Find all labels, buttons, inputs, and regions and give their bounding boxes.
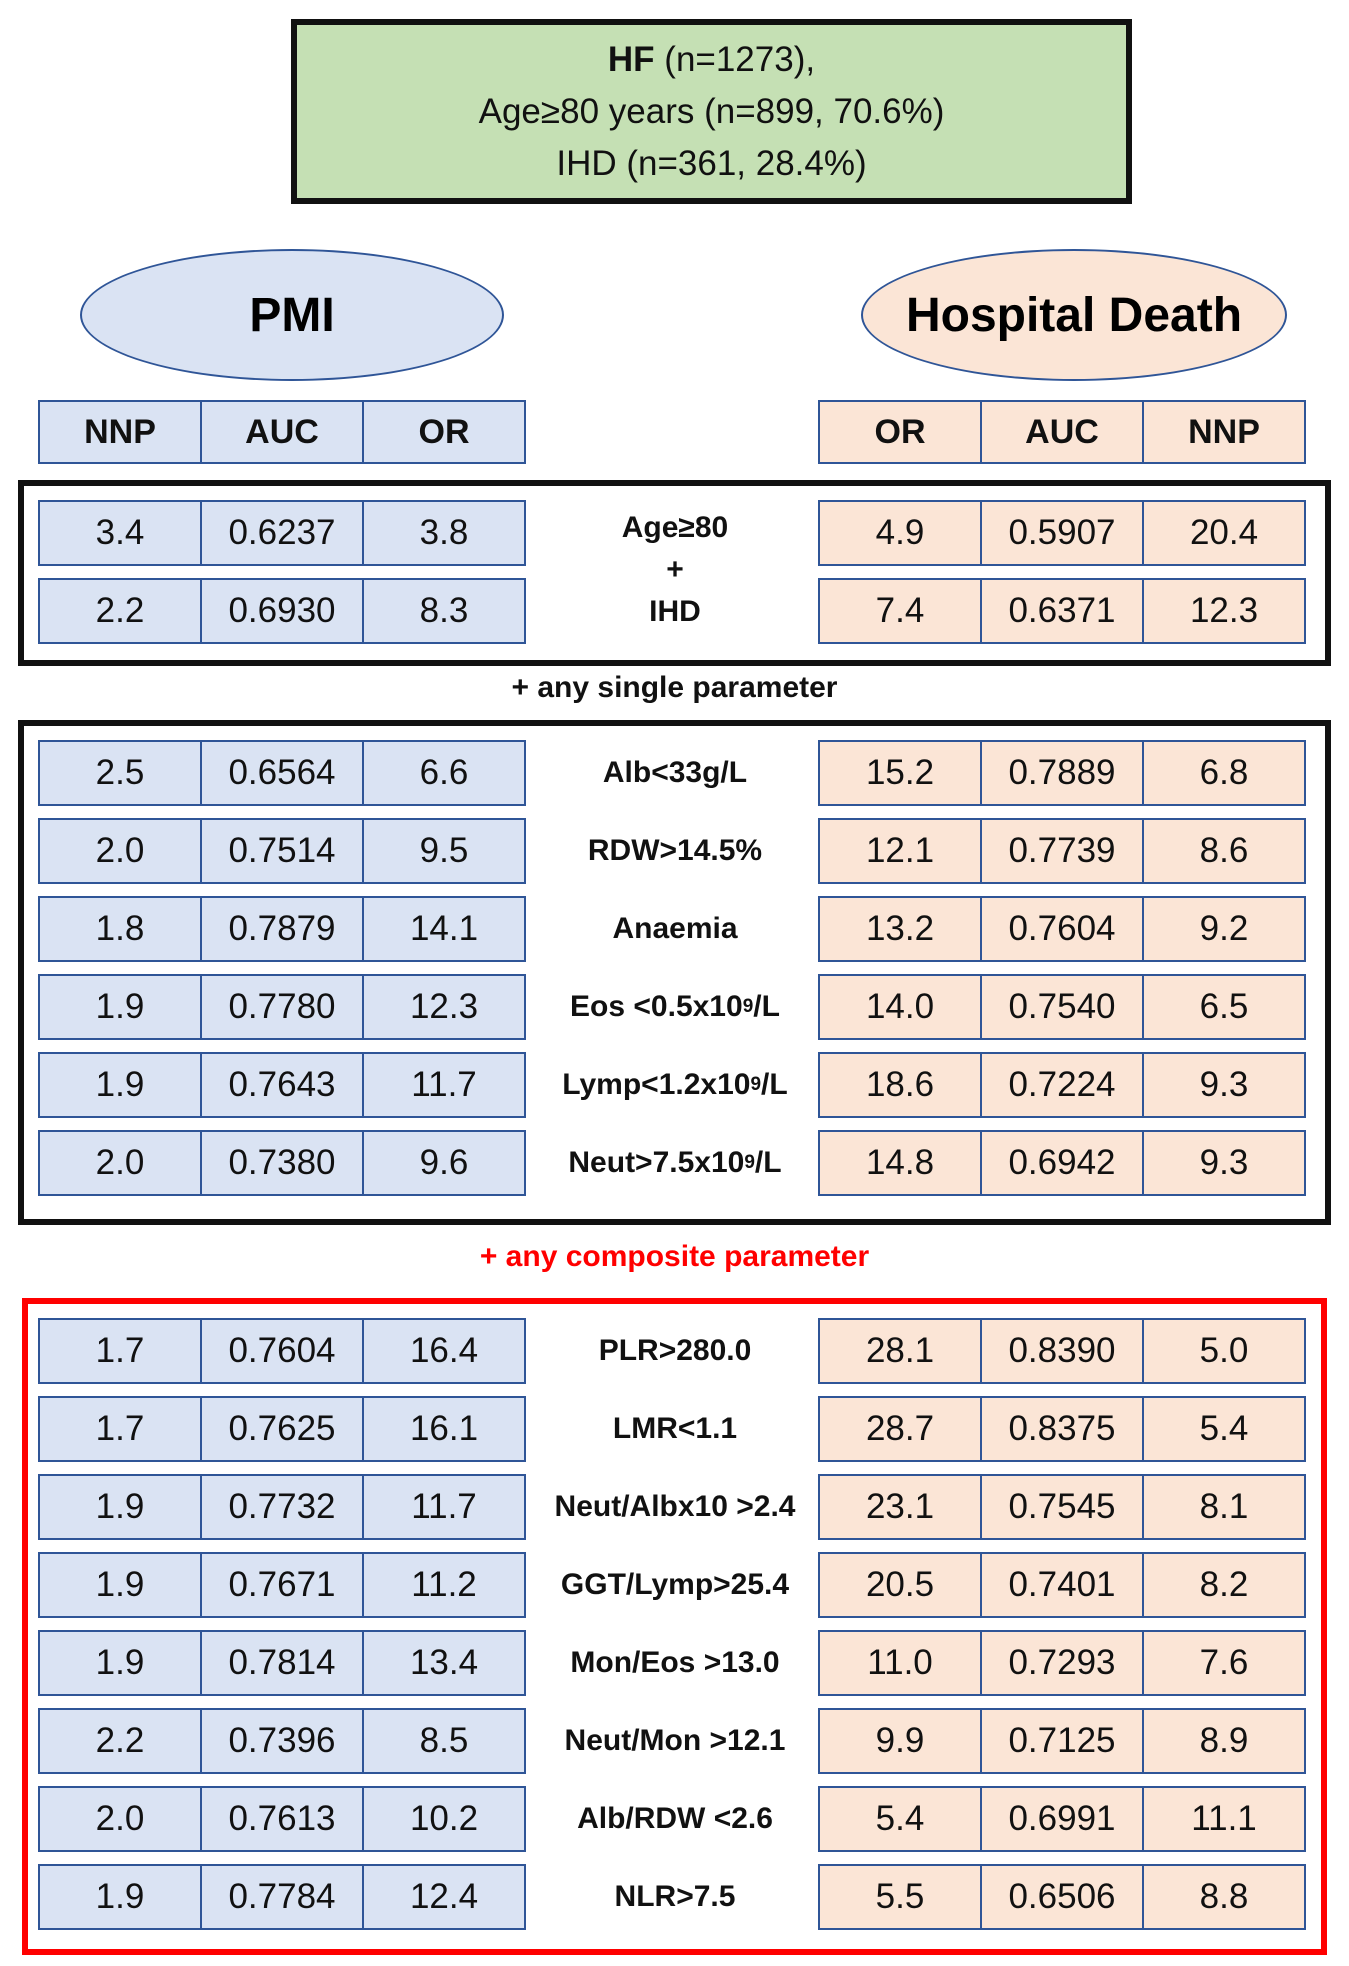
pmi-auc-cell: 0.6237 (200, 500, 364, 566)
death-nnp-cell: 7.6 (1142, 1630, 1306, 1696)
cohort-summary-box (291, 19, 1132, 204)
pmi-or-cell: 11.7 (362, 1052, 526, 1118)
death-nnp-cell: 5.4 (1142, 1396, 1306, 1462)
pmi-auc-cell: 0.7780 (200, 974, 364, 1040)
death-or-cell: 15.2 (818, 740, 982, 806)
table-row (0, 974, 1349, 1040)
death-auc-cell: 0.8375 (980, 1396, 1144, 1462)
table-row (0, 740, 1349, 806)
single-parameter-label: + any single parameter (511, 671, 838, 704)
death-nnp-cell: 12.3 (1142, 578, 1306, 644)
death-values (820, 740, 1306, 806)
death-auc-cell: 0.5907 (980, 500, 1144, 566)
death-auc-cell: 0.7125 (980, 1708, 1144, 1774)
pmi-or-cell: 12.3 (362, 974, 526, 1040)
death-header-or: OR (818, 400, 982, 464)
pmi-or-cell: 16.4 (362, 1318, 526, 1384)
table-row (0, 1864, 1349, 1930)
pmi-or-cell: 8.3 (362, 578, 526, 644)
pmi-nnp-cell: 2.0 (38, 818, 202, 884)
death-values (820, 974, 1306, 1040)
pmi-auc-cell: 0.7625 (200, 1396, 364, 1462)
cohort-line-age: Age≥80 years (n=899, 70.6%) (478, 91, 945, 131)
death-auc-cell: 0.7889 (980, 740, 1144, 806)
death-nnp-cell: 6.8 (1142, 740, 1306, 806)
table-row (0, 1130, 1349, 1196)
pmi-values (40, 1052, 526, 1118)
death-or-cell: 28.7 (818, 1396, 982, 1462)
pmi-values (40, 578, 526, 644)
pmi-or-cell: 11.2 (362, 1552, 526, 1618)
parameter-label: Alb/RDW <2.6 (577, 1802, 773, 1835)
death-auc-cell: 0.7401 (980, 1552, 1144, 1618)
parameter-label-unit: /L (754, 1146, 782, 1179)
table-row (0, 1786, 1349, 1852)
parameter-label: Mon/Eos >13.0 (570, 1646, 780, 1679)
death-or-cell: 12.1 (818, 818, 982, 884)
pmi-nnp-cell: 1.8 (38, 896, 202, 962)
death-auc-cell: 0.7739 (980, 818, 1144, 884)
pmi-nnp-cell: 2.0 (38, 1786, 202, 1852)
death-or-cell: 7.4 (818, 578, 982, 644)
death-nnp-cell: 20.4 (1142, 500, 1306, 566)
death-nnp-cell: 9.2 (1142, 896, 1306, 962)
pmi-or-cell: 16.1 (362, 1396, 526, 1462)
table-row (0, 1318, 1349, 1384)
table-row (0, 1708, 1349, 1774)
death-values (820, 818, 1306, 884)
death-nnp-cell: 9.3 (1142, 1052, 1306, 1118)
pmi-nnp-cell: 1.9 (38, 1864, 202, 1930)
death-values (820, 1396, 1306, 1462)
death-auc-cell: 0.8390 (980, 1318, 1144, 1384)
death-nnp-cell: 8.6 (1142, 818, 1306, 884)
pmi-or-cell: 10.2 (362, 1786, 526, 1852)
death-values (820, 1864, 1306, 1930)
parameter-label-unit: /L (753, 990, 780, 1023)
death-or-cell: 18.6 (818, 1052, 982, 1118)
death-or-cell: 23.1 (818, 1474, 982, 1540)
pmi-nnp-cell: 3.4 (38, 500, 202, 566)
pmi-values (40, 1630, 526, 1696)
death-auc-cell: 0.7540 (980, 974, 1144, 1040)
death-values (820, 1708, 1306, 1774)
pmi-title-ellipse (80, 249, 504, 381)
pmi-or-cell: 9.5 (362, 818, 526, 884)
pmi-values (40, 1786, 526, 1852)
pmi-auc-cell: 0.7396 (200, 1708, 364, 1774)
death-auc-cell: 0.7604 (980, 896, 1144, 962)
death-header-auc: AUC (980, 400, 1144, 464)
pmi-auc-cell: 0.7380 (200, 1130, 364, 1196)
hospital-death-title: Hospital Death (905, 288, 1243, 342)
death-or-cell: 5.4 (818, 1786, 982, 1852)
parameter-label: Neut>7.5x10 9 /L (568, 1146, 782, 1179)
pmi-auc-cell: 0.7879 (200, 896, 364, 962)
pmi-nnp-cell: 1.9 (38, 1474, 202, 1540)
death-values (820, 500, 1306, 566)
pmi-auc-cell: 0.7643 (200, 1052, 364, 1118)
parameter-label: RDW>14.5% (587, 834, 763, 867)
pmi-or-cell: 3.8 (362, 500, 526, 566)
pmi-title: PMI (249, 288, 335, 342)
pmi-header-nnp: NNP (38, 400, 202, 464)
pmi-or-cell: 14.1 (362, 896, 526, 962)
parameter-label-text: Eos <0.5x10 (570, 990, 743, 1023)
pmi-or-cell: 6.6 (362, 740, 526, 806)
parameter-label: GGT/Lymp>25.4 (560, 1568, 790, 1601)
death-nnp-cell: 6.5 (1142, 974, 1306, 1040)
pmi-nnp-cell: 2.0 (38, 1130, 202, 1196)
death-values (820, 1130, 1306, 1196)
pmi-values (40, 740, 526, 806)
pmi-header-auc: AUC (200, 400, 364, 464)
parameter-label: Anaemia (612, 912, 738, 945)
pmi-nnp-cell: 2.2 (38, 1708, 202, 1774)
death-or-cell: 14.8 (818, 1130, 982, 1196)
table-row (0, 1052, 1349, 1118)
pmi-values (40, 500, 526, 566)
death-values (820, 578, 1306, 644)
hf-label: HF (607, 39, 655, 79)
death-auc-cell: 0.6942 (980, 1130, 1144, 1196)
pmi-values (40, 974, 526, 1040)
death-auc-cell: 0.6371 (980, 578, 1144, 644)
pmi-auc-cell: 0.7814 (200, 1630, 364, 1696)
death-values (820, 896, 1306, 962)
pmi-nnp-cell: 2.2 (38, 578, 202, 644)
pmi-auc-cell: 0.7604 (200, 1318, 364, 1384)
base-label (530, 500, 820, 640)
pmi-or-cell: 12.4 (362, 1864, 526, 1930)
death-or-cell: 5.5 (818, 1864, 982, 1930)
base-label-age: Age≥80 (621, 511, 729, 544)
death-nnp-cell: 8.1 (1142, 1474, 1306, 1540)
pmi-auc-cell: 0.7784 (200, 1864, 364, 1930)
parameter-label: LMR<1.1 (612, 1412, 738, 1445)
death-or-cell: 20.5 (818, 1552, 982, 1618)
table-row (0, 818, 1349, 884)
pmi-nnp-cell: 1.9 (38, 1552, 202, 1618)
parameter-label-text: Lymp<1.2x10 (562, 1068, 751, 1101)
death-or-cell: 28.1 (818, 1318, 982, 1384)
pmi-values (40, 1864, 526, 1930)
death-or-cell: 9.9 (818, 1708, 982, 1774)
pmi-auc-cell: 0.7671 (200, 1552, 364, 1618)
pmi-values (40, 1552, 526, 1618)
pmi-values (40, 1474, 526, 1540)
death-nnp-cell: 8.2 (1142, 1552, 1306, 1618)
cohort-line-ihd: IHD (n=361, 28.4%) (556, 143, 867, 183)
pmi-column-headers (40, 400, 526, 464)
pmi-values (40, 1318, 526, 1384)
pmi-values (40, 896, 526, 962)
pmi-nnp-cell: 1.9 (38, 1052, 202, 1118)
death-or-cell: 13.2 (818, 896, 982, 962)
death-nnp-cell: 5.0 (1142, 1318, 1306, 1384)
cohort-line-hf (608, 34, 815, 86)
table-row (0, 896, 1349, 962)
pmi-or-cell: 8.5 (362, 1708, 526, 1774)
death-auc-cell: 0.7224 (980, 1052, 1144, 1118)
table-row (0, 1552, 1349, 1618)
death-values (820, 1630, 1306, 1696)
table-row (0, 1396, 1349, 1462)
pmi-values (40, 818, 526, 884)
death-auc-cell: 0.6506 (980, 1864, 1144, 1930)
pmi-or-cell: 9.6 (362, 1130, 526, 1196)
parameter-label: PLR>280.0 (598, 1334, 752, 1367)
composite-parameter-label: + any composite parameter (479, 1240, 870, 1273)
hospital-death-title-ellipse (861, 249, 1287, 381)
pmi-auc-cell: 0.7732 (200, 1474, 364, 1540)
death-values (820, 1318, 1306, 1384)
death-or-cell: 14.0 (818, 974, 982, 1040)
pmi-values (40, 1396, 526, 1462)
pmi-nnp-cell: 1.9 (38, 1630, 202, 1696)
parameter-label: Alb<33g/L (602, 756, 748, 789)
parameter-label: NLR>7.5 (614, 1880, 736, 1913)
pmi-auc-cell: 0.6930 (200, 578, 364, 644)
parameter-label: Eos <0.5x10 9 /L (570, 990, 780, 1023)
death-nnp-cell: 8.9 (1142, 1708, 1306, 1774)
table-row (0, 1630, 1349, 1696)
death-auc-cell: 0.7545 (980, 1474, 1144, 1540)
death-values (820, 1052, 1306, 1118)
death-auc-cell: 0.7293 (980, 1630, 1144, 1696)
parameter-label-text: Neut>7.5x10 (568, 1146, 745, 1179)
pmi-values (40, 1130, 526, 1196)
pmi-or-cell: 11.7 (362, 1474, 526, 1540)
table-row (0, 1474, 1349, 1540)
parameter-label: Neut/Albx10 >2.4 (554, 1490, 796, 1523)
death-values (820, 1474, 1306, 1540)
death-header-nnp: NNP (1142, 400, 1306, 464)
death-nnp-cell: 9.3 (1142, 1130, 1306, 1196)
death-or-cell: 4.9 (818, 500, 982, 566)
death-or-cell: 11.0 (818, 1630, 982, 1696)
pmi-values (40, 1708, 526, 1774)
pmi-or-cell: 13.4 (362, 1630, 526, 1696)
death-nnp-cell: 8.8 (1142, 1864, 1306, 1930)
hf-count: (n=1273), (654, 39, 816, 79)
parameter-label: Neut/Mon >12.1 (564, 1724, 786, 1757)
death-auc-cell: 0.6991 (980, 1786, 1144, 1852)
death-nnp-cell: 11.1 (1142, 1786, 1306, 1852)
pmi-nnp-cell: 1.7 (38, 1318, 202, 1384)
base-label-ihd: IHD (649, 595, 701, 628)
pmi-auc-cell: 0.7613 (200, 1786, 364, 1852)
death-column-headers (820, 400, 1306, 464)
pmi-header-or: OR (362, 400, 526, 464)
base-label-plus: + (666, 553, 684, 586)
death-values (820, 1786, 1306, 1852)
death-values (820, 1552, 1306, 1618)
pmi-nnp-cell: 1.7 (38, 1396, 202, 1462)
parameter-label-unit: /L (761, 1068, 788, 1101)
pmi-auc-cell: 0.7514 (200, 818, 364, 884)
pmi-nnp-cell: 2.5 (38, 740, 202, 806)
parameter-label: Lymp<1.2x10 9 /L (562, 1068, 788, 1101)
pmi-auc-cell: 0.6564 (200, 740, 364, 806)
pmi-nnp-cell: 1.9 (38, 974, 202, 1040)
